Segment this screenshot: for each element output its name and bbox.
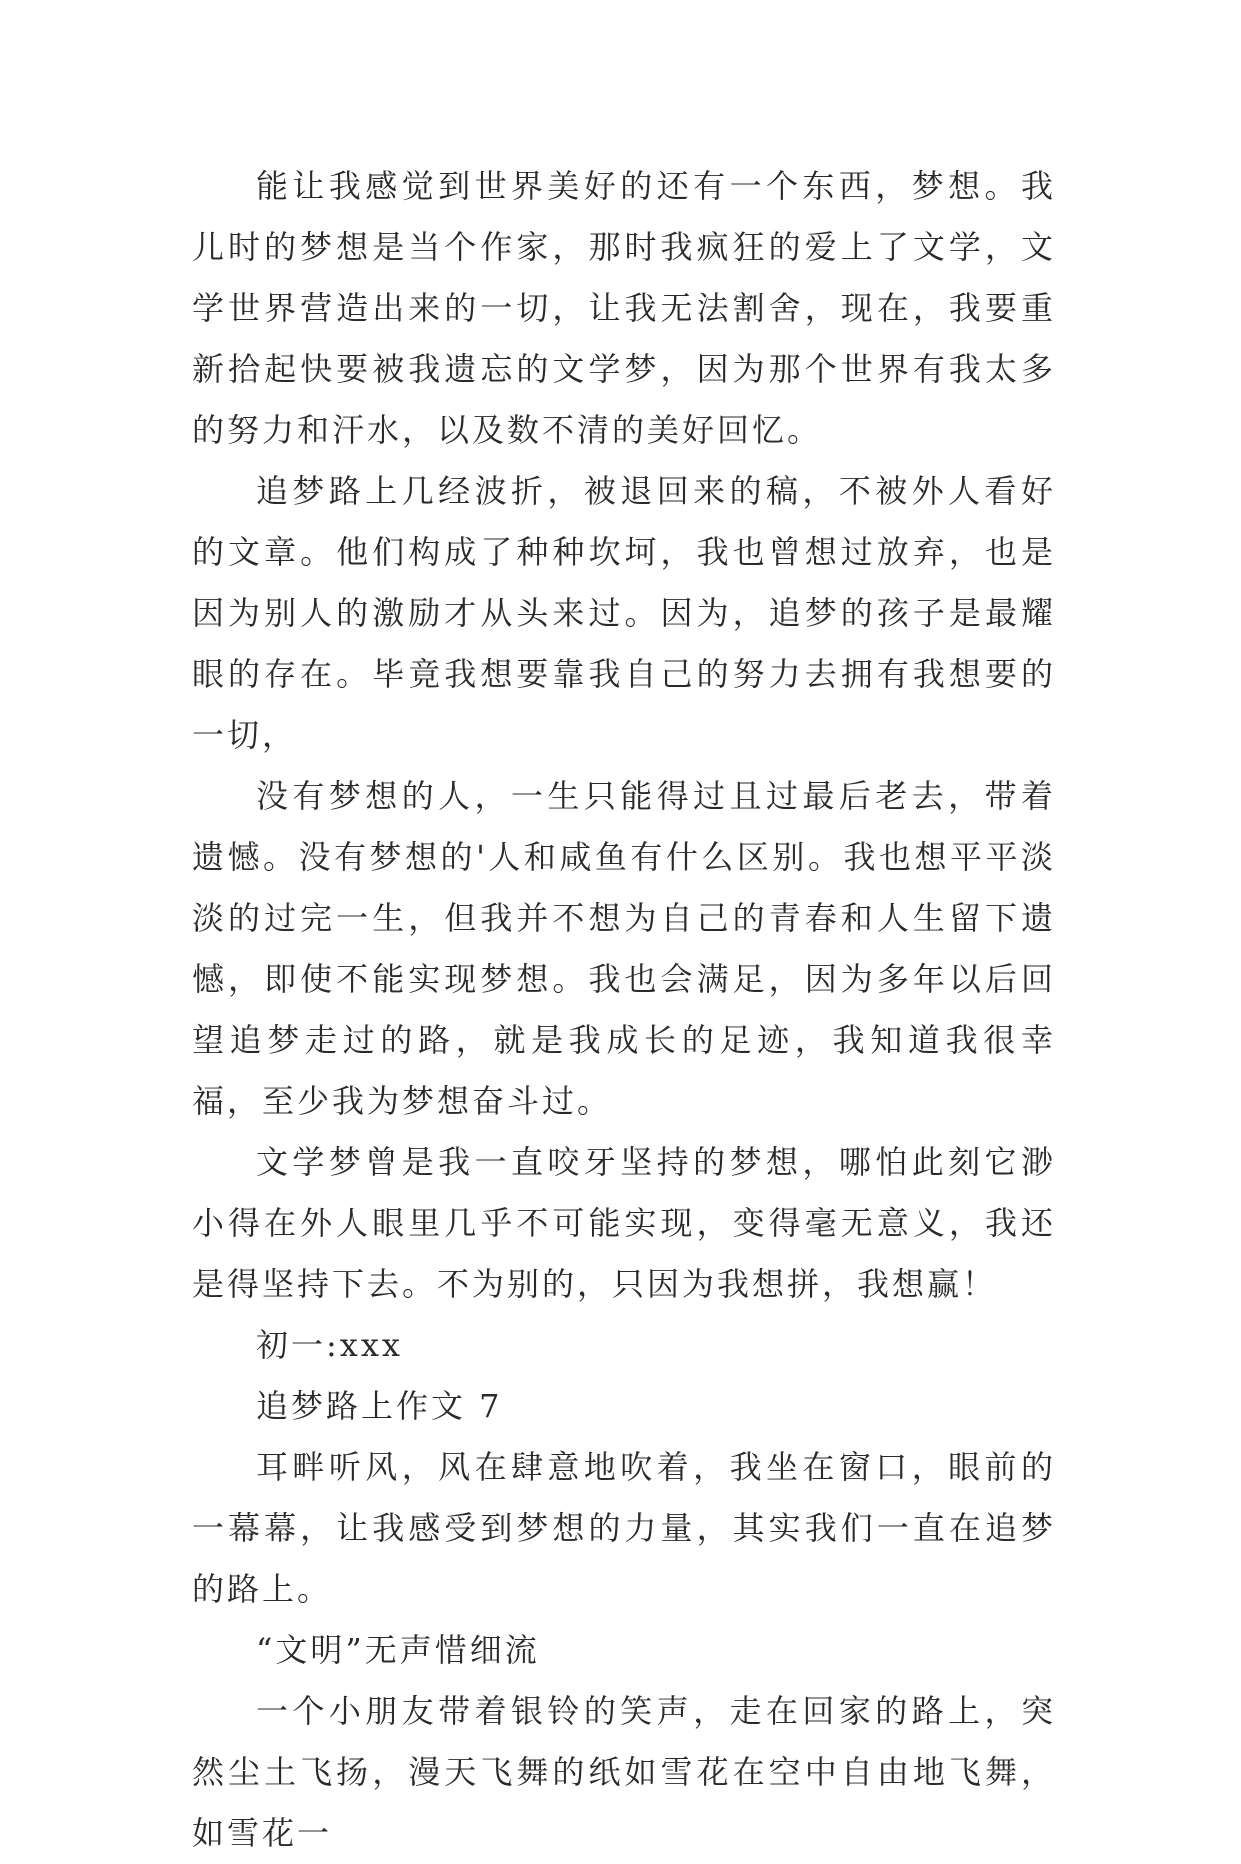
paragraph-setbacks: 追梦路上几经波折，被退回来的稿，不被外人看好的文章。他们构成了种种坎坷，我也曾想过放弃，也是因为别人的激励才从头来过。因为，追梦的孩子是最耀眼的存在。毕竟我想要靠我自己的努力去拥有我想要的一切，	[192, 472, 1056, 754]
paragraph-child: 一个小朋友带着银铃的笑声，走在回家的路上，突然尘土飞扬，漫天飞舞的纸如雪花在空中自由地飞舞，如雪花一	[192, 1692, 1056, 1852]
essay-title: 追梦路上作文 7	[256, 1387, 503, 1425]
paragraph-no-dream: 没有梦想的人，一生只能得过且过最后老去，带着遗憾。没有梦想的'人和咸鱼有什么区别。我也想平平淡淡的过完一生，但我并不想为自己的青春和人生留下遗憾，即使不能实现梦想。我也会满足，因为多年以后回望追梦走过的路，就是我成长的足迹，我知道我很幸福，至少我为梦想奋斗过。	[192, 777, 1056, 1120]
paragraph-persist: 文学梦曾是我一直咬牙坚持的梦想，哪怕此刻它渺小得在外人眼里几乎不可能实现，变得毫无意义，我还是得坚持下去。不为别的，只因为我想拼，我想赢！	[192, 1143, 1056, 1303]
section-heading: “文明”无声惜细流	[256, 1631, 540, 1669]
author-line: 初一:xxx	[256, 1326, 403, 1364]
document-body	[192, 156, 1056, 1864]
paragraph-dream-literature: 能让我感觉到世界美好的还有一个东西，梦想。我儿时的梦想是当个作家，那时我疯狂的爱上了文学，文学世界营造出来的一切，让我无法割舍，现在，我要重新拾起快要被我遗忘的文学梦，因为那个世界有我太多的努力和汗水，以及数不清的美好回忆。	[192, 167, 1056, 449]
paragraph-wind: 耳畔听风，风在肆意地吹着，我坐在窗口，眼前的一幕幕，让我感受到梦想的力量，其实我们一直在追梦的路上。	[192, 1448, 1056, 1608]
